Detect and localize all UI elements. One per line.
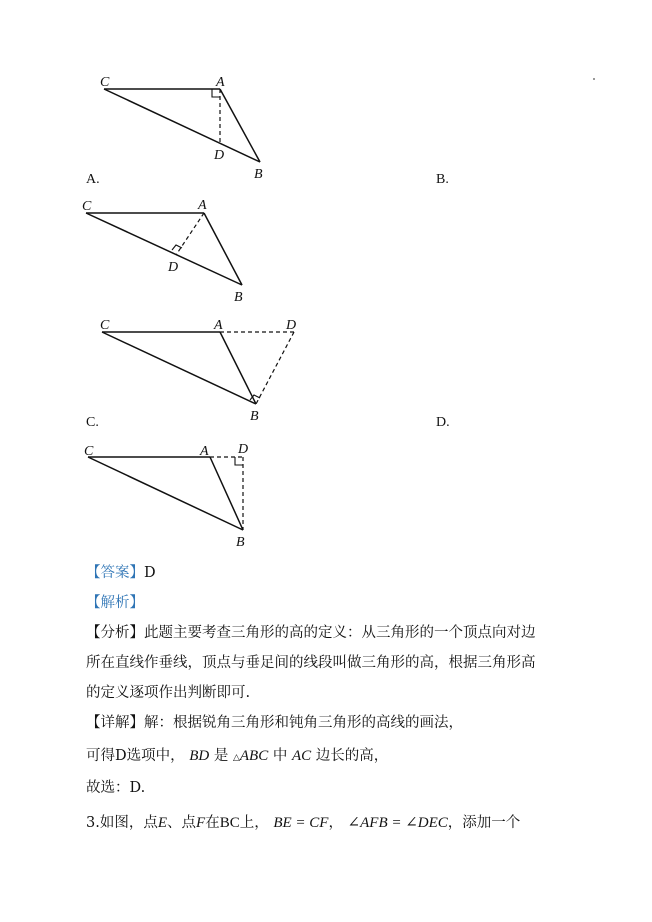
label-c: C — [100, 318, 110, 333]
math-bd: BD — [189, 748, 210, 764]
fenxi-tag: 【分析】 — [86, 625, 144, 641]
q3-equation-2: ∠AFB = ∠DEC — [347, 815, 448, 831]
right-angle-mark — [235, 457, 243, 465]
xiangjie-line — [86, 714, 463, 732]
segment-ab — [210, 457, 243, 530]
detail-suffix: 边长的高， — [315, 748, 389, 764]
label-c: C — [84, 444, 94, 459]
answer-value: D — [144, 565, 156, 581]
scan-speck — [593, 78, 595, 80]
conclusion-line — [86, 779, 145, 797]
conclusion-text: 故选：D. — [86, 780, 146, 796]
label-d: D — [168, 260, 179, 275]
figure-option-b — [78, 195, 268, 307]
fenxi-text-3: 的定义逐项作出判断即可. — [86, 685, 251, 701]
option-b-label: B. — [436, 172, 449, 187]
analysis-heading — [86, 594, 144, 612]
segment-ab — [220, 332, 256, 404]
q3-text-2: 、点 — [167, 815, 197, 831]
fenxi-text-2: 所在直线作垂线，顶点与垂足间的线段叫做三角形的高，根据三角形高 — [86, 655, 536, 671]
label-c: C — [82, 199, 92, 214]
question-3-line — [86, 814, 520, 832]
label-b: B — [234, 290, 243, 305]
figure-option-c — [90, 314, 310, 426]
fenxi-line-1 — [86, 624, 536, 642]
label-d: D — [214, 148, 225, 163]
q3-text-1: 如图，点 — [99, 815, 158, 831]
height-ad-dashed — [176, 213, 204, 255]
detail-zhong: 中 — [272, 748, 288, 764]
segment-cb — [88, 457, 243, 530]
label-d: D — [238, 442, 249, 457]
segment-cb — [104, 89, 260, 162]
label-a: A — [216, 75, 225, 90]
q3-text-3: 在 — [205, 815, 220, 831]
q3-text-5: ，添加一个 — [447, 815, 521, 831]
segment-ab — [204, 213, 242, 285]
q3-number: 3. — [86, 815, 100, 831]
segment-cb — [102, 332, 256, 404]
figure-option-d — [78, 438, 268, 550]
q3-segment-bc: BC — [219, 815, 240, 831]
answer-tag: 【答案】 — [86, 565, 144, 581]
q3-point-e: E — [157, 815, 168, 831]
q3-point-f: F — [196, 815, 206, 831]
label-a: A — [200, 444, 209, 459]
label-a: A — [198, 198, 207, 213]
label-d: D — [286, 318, 297, 333]
conclusion-detail-line — [86, 747, 388, 767]
math-abc: ABC — [239, 748, 269, 764]
segment-cb — [86, 213, 242, 285]
option-c-label: C. — [86, 415, 99, 430]
fenxi-line-3 — [86, 684, 250, 702]
segment-ab — [220, 89, 260, 162]
detail-shi: 是 — [213, 748, 229, 764]
math-ac: AC — [291, 748, 312, 764]
label-b: B — [236, 535, 245, 550]
fenxi-text-1: 此题主要考查三角形的高的定义：从三角形的一个顶点向对边 — [144, 625, 536, 641]
label-b: B — [254, 167, 263, 182]
label-a: A — [214, 318, 223, 333]
segment-db-dashed — [256, 332, 294, 404]
xiangjie-tag: 【详解】 — [86, 715, 144, 731]
label-b: B — [250, 409, 259, 424]
figure-option-a — [90, 72, 280, 184]
q3-equation-1: BE = CF — [273, 815, 329, 831]
label-c: C — [100, 75, 110, 90]
xiangjie-text: 解：根据锐角三角形和钝角三角形的高线的画法， — [144, 715, 463, 731]
q3-text-4: 上， — [239, 815, 269, 831]
detail-prefix: 可得D选项中， — [86, 748, 185, 764]
q3-comma: ， — [328, 815, 343, 831]
answer-line — [86, 564, 156, 582]
analysis-tag: 【解析】 — [86, 595, 144, 611]
triangle-symbol: △ — [232, 753, 240, 763]
right-angle-mark — [212, 89, 220, 97]
option-d-label: D. — [436, 415, 450, 430]
option-a-label: A. — [86, 172, 100, 187]
fenxi-line-2 — [86, 654, 536, 672]
